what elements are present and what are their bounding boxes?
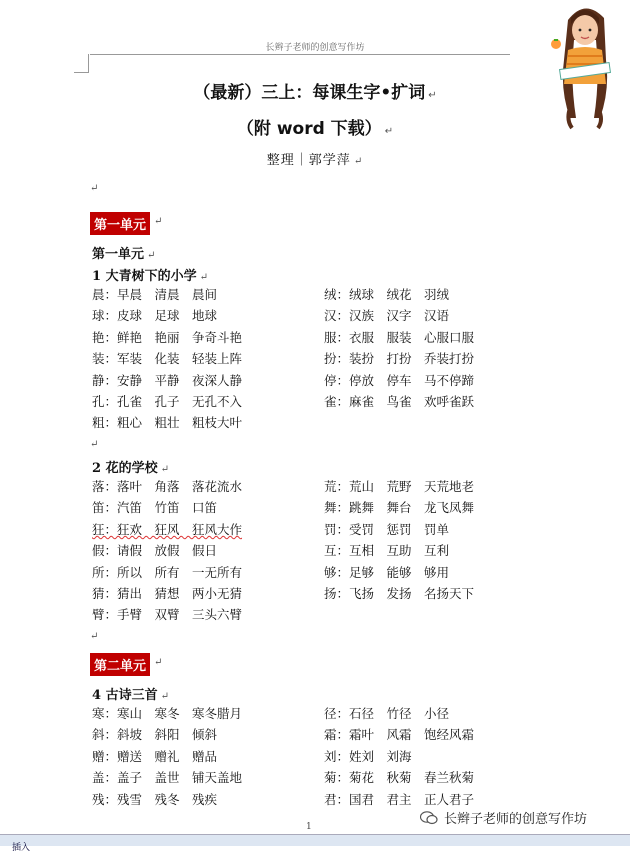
title-line-2: （附 word 下载） ↵	[236, 119, 394, 139]
word-row: 径：石径 竹径 小径	[324, 706, 450, 721]
word-row: 狂：狂欢 狂风 狂风大作	[92, 521, 243, 537]
page-number: 1	[306, 822, 312, 832]
crop-mark	[74, 72, 89, 73]
crop-mark	[88, 54, 89, 72]
page-header: 长辫子老师的创意写作坊	[265, 43, 365, 53]
lesson1-right-column	[324, 284, 474, 412]
word-row: 霜：霜叶 风霜 饱经风霜	[324, 727, 475, 743]
word-row: 静：安静 平静 夜深人静	[92, 372, 243, 388]
word-row: 残：残雪 残冬 残疾	[92, 791, 218, 807]
unit-heading-1: 第一单元	[90, 212, 150, 235]
paragraph-mark: ↵	[90, 183, 99, 194]
word-row: 荒：荒山 荒野 天荒地老	[324, 479, 475, 494]
word-row: 扬：飞扬 发扬 名扬天下	[324, 585, 475, 601]
word-row: 停：停放 停车 马不停蹄	[324, 372, 475, 388]
word-row: 够：足够 能够 够用	[324, 564, 450, 580]
status-bar	[0, 834, 630, 853]
word-row: 斜：斜坡 斜阳 倾斜	[92, 727, 218, 743]
title-line-1: （最新）三上：每课生字•扩词 ↵	[193, 83, 437, 103]
word-row: 舞：跳舞 舞台 龙飞凤舞	[324, 500, 475, 516]
word-row: 晨：早晨 清晨 晨间	[92, 287, 218, 302]
word-row: 赠：赠送 赠礼 赠品	[92, 748, 218, 764]
lesson4-left-column	[92, 703, 242, 810]
word-row: 君：国君 君主 正人君子	[324, 791, 475, 807]
paragraph-mark: ↵	[90, 631, 99, 642]
word-row: 雀：麻雀 鸟雀 欢呼雀跃	[324, 393, 475, 409]
word-row: 落：落叶 角落 落花流水	[92, 479, 243, 494]
paragraph-mark: ↵	[154, 216, 163, 227]
lesson1-left-column	[92, 284, 242, 434]
header-rule	[90, 54, 510, 55]
word-row: 刘：姓刘 刘海	[324, 748, 412, 764]
word-row: 猜：猜出 猜想 两小无猜	[92, 585, 243, 601]
word-row: 绒：绒球 绒花 羽绒	[324, 287, 450, 302]
wechat-icon	[420, 811, 438, 825]
insert-mode-toggle[interactable]: 插入	[12, 843, 31, 853]
word-row: 服：衣服 服装 心服口服	[324, 329, 475, 345]
word-row: 笛：汽笛 竹笛 口笛	[92, 500, 218, 516]
lesson2-right-column	[324, 476, 474, 604]
word-row: 臂：手臂 双臂 三头六臂	[92, 607, 243, 623]
word-row: 寒：寒山 寒冬 寒冬腊月	[92, 706, 243, 721]
watermark: 长辫子老师的创意写作坊	[420, 808, 587, 827]
word-row: 球：皮球 足球 地球	[92, 308, 218, 324]
lesson2-left-column	[92, 476, 242, 626]
word-row: 罚：受罚 惩罚 罚单	[324, 521, 450, 537]
word-row: 孔：孔雀 孔子 无孔不入	[92, 393, 243, 409]
word-row: 所：所以 所有 一无所有	[92, 564, 243, 580]
paragraph-mark: ↵	[90, 439, 99, 450]
byline: 整理｜郭学萍 ↵	[266, 153, 364, 168]
word-row: 互：互相 互助 互利	[324, 543, 450, 559]
lesson-title-1: 1 大青树下的小学 ↵	[92, 269, 208, 284]
word-row: 装：军装 化装 轻装上阵	[92, 351, 243, 367]
unit-heading-2: 第二单元	[90, 653, 150, 676]
section-heading: 第一单元 ↵	[92, 247, 156, 262]
lesson-title-4: 4 古诗三首 ↵	[92, 688, 169, 703]
word-row: 艳：鲜艳 艳丽 争奇斗艳	[92, 329, 243, 345]
lesson4-right-column	[324, 703, 474, 810]
word-row: 扮：装扮 打扮 乔装打扮	[324, 351, 475, 367]
lesson-title-2: 2 花的学校 ↵	[92, 461, 169, 476]
paragraph-mark: ↵	[154, 657, 163, 668]
word-row: 盖：盖子 盖世 铺天盖地	[92, 770, 243, 786]
word-row: 菊：菊花 秋菊 春兰秋菊	[324, 770, 475, 786]
girl-reading-illustration	[540, 0, 630, 130]
word-row: 粗：粗心 粗壮 粗枝大叶	[92, 415, 243, 431]
word-row: 汉：汉族 汉字 汉语	[324, 308, 450, 324]
word-row: 假：请假 放假 假日	[92, 543, 218, 559]
